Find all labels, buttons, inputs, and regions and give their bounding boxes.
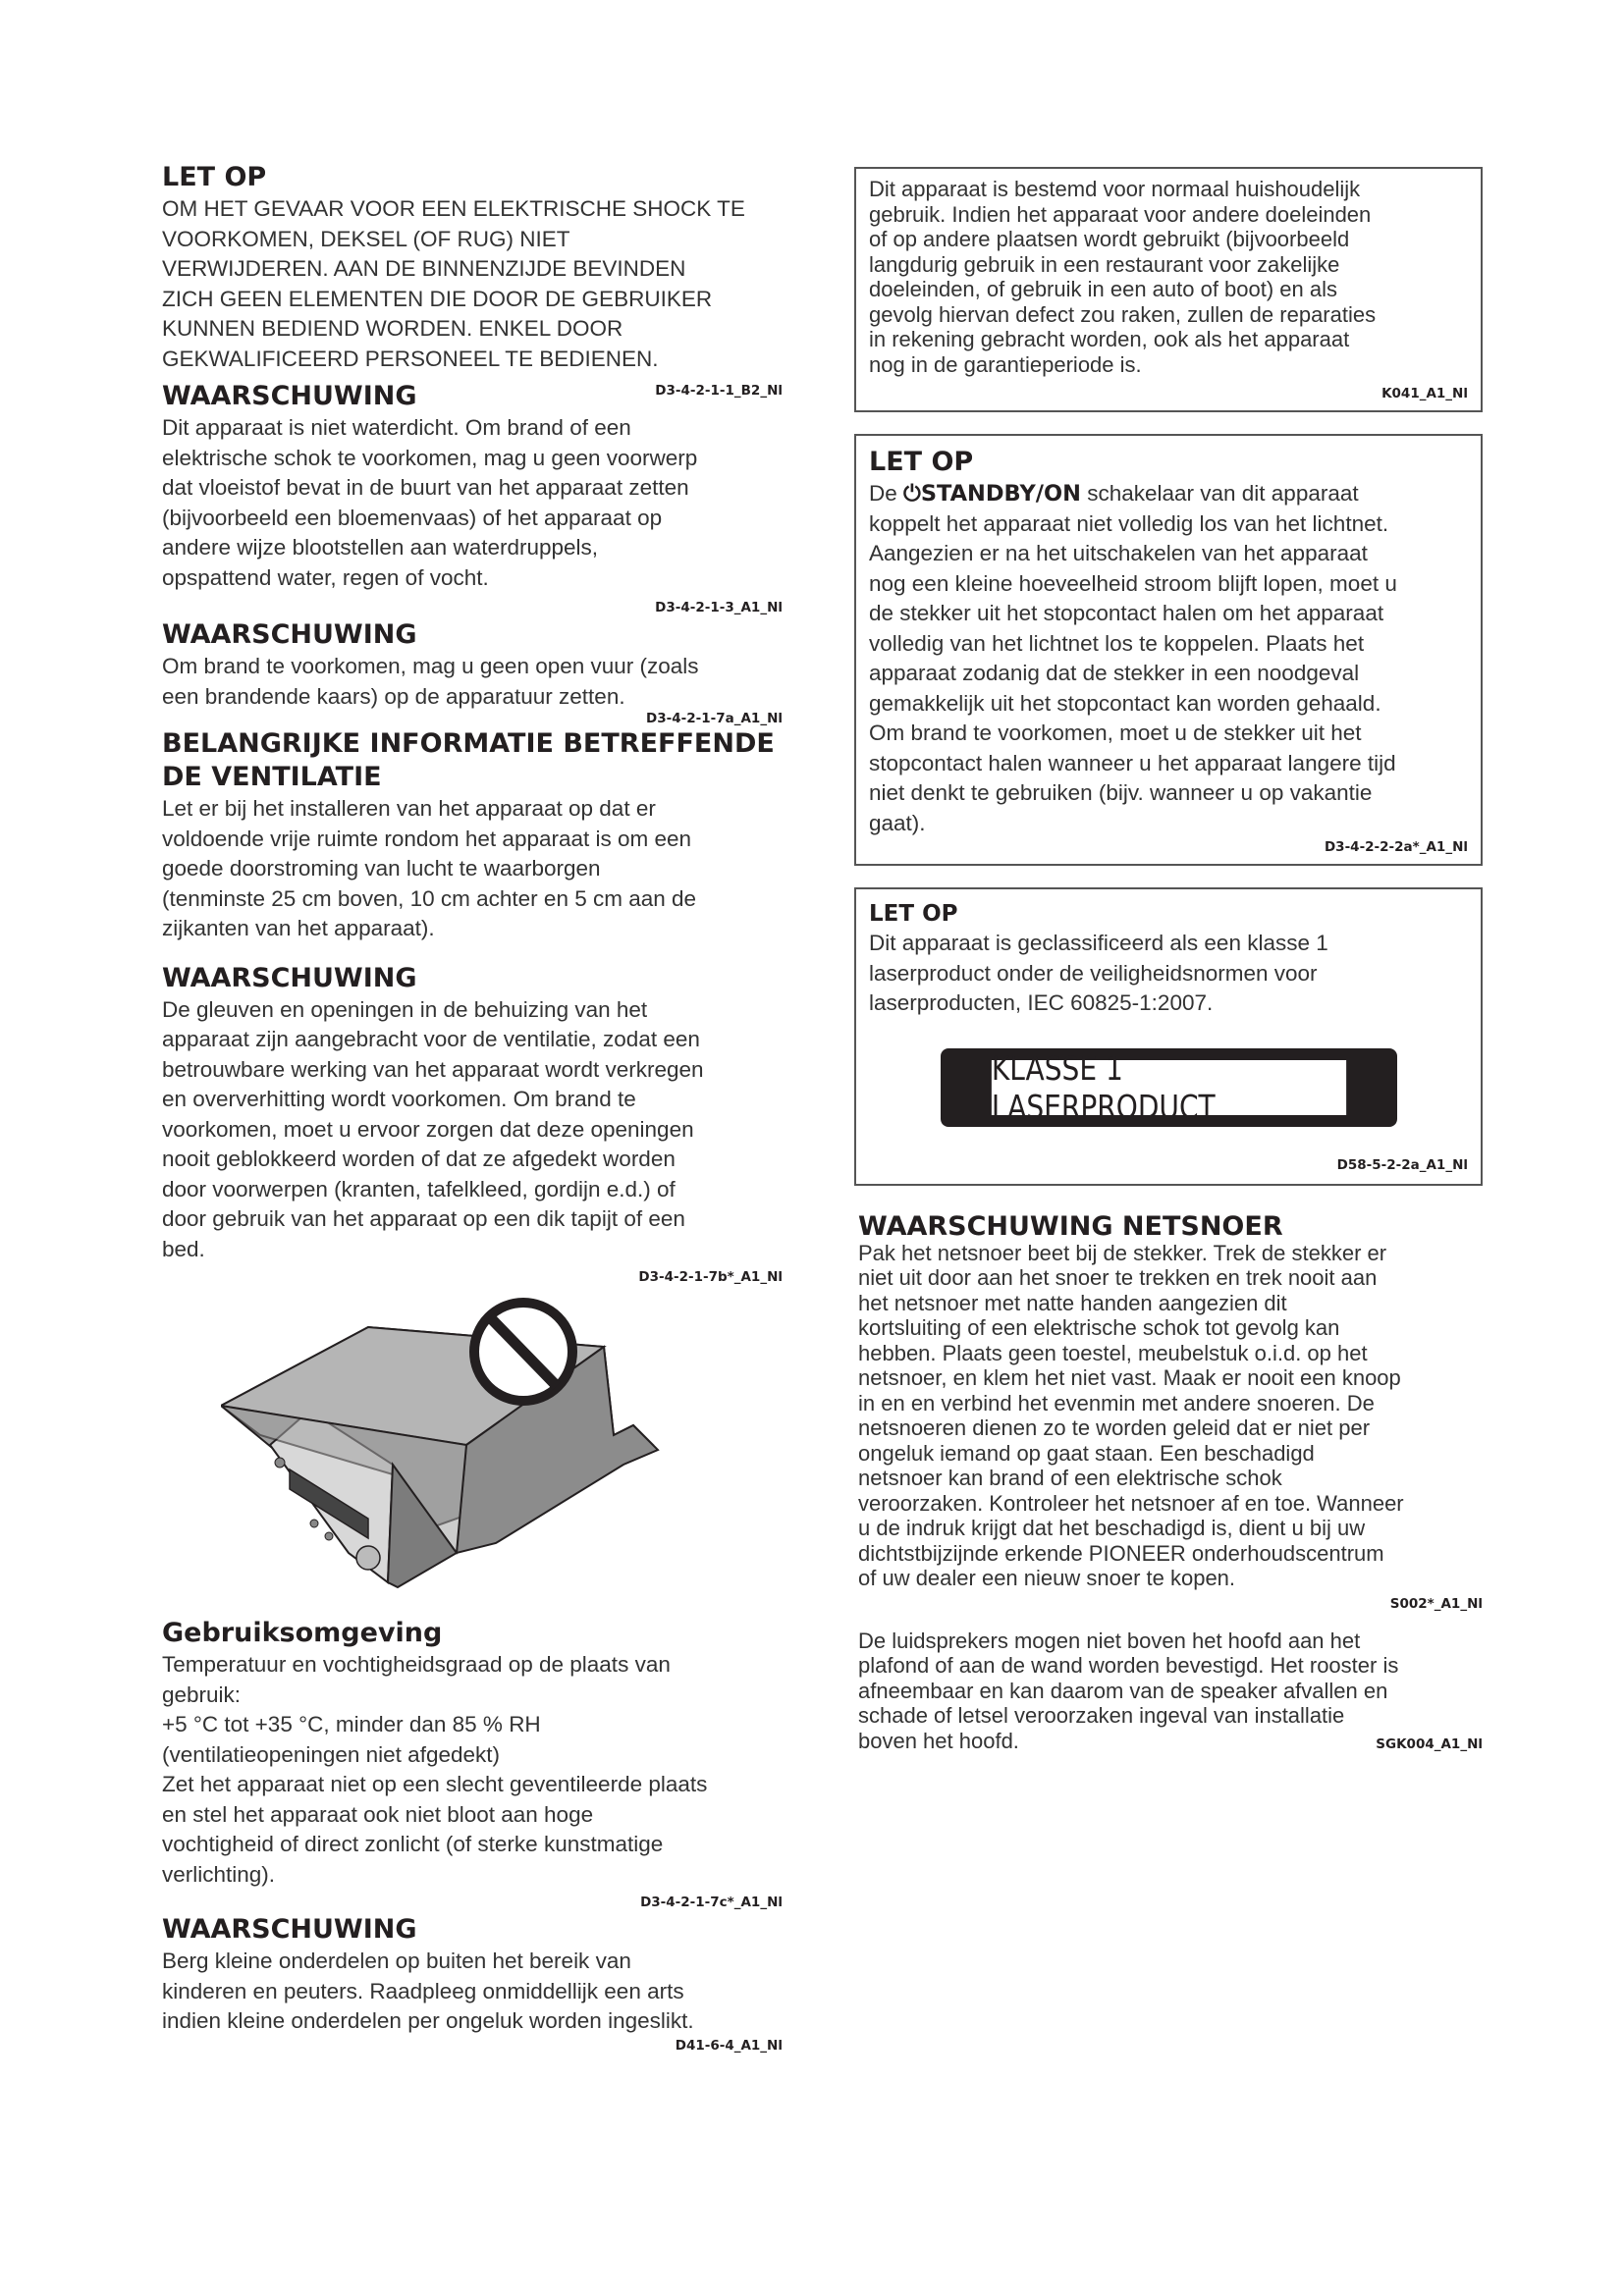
section-body-last-line: boven het hoofd. bbox=[858, 1728, 1019, 1753]
standby-on-label: ⏻STANDBY/ON bbox=[903, 481, 1081, 507]
section-body: Pak het netsnoer beet bij de stekker. Trek de stekker er niet uit door aan het snoer te trekken en trek nooit aan het netsnoer met natte handen aangezien dit kortsluiting of een elektrische schok tot gevolg kan hebben. Plaats geen toestel, meubelstuk o.i.d. op het netsnoer, en klem het niet vast. Maak er nooit een knoop in en en verbind het evenmin met andere snoeren. De netsnoeren dienen zo te worden geleid dat er niet per ongeluk iemand op gaat staan. Een beschadigd netsnoer kan brand of een elektrische schok veroorzaken. Kontroleer het netsnoer af en toe. Wanneer u de indruk krijgt dat het beschadigd is, dient u bij uw dichtstbijzijnde erkende PIONEER onderhoudscentrum of uw dealer een nieuw snoer te kopen. bbox=[858, 1240, 1404, 1590]
box-body: De ⏻STANDBY/ON schakelaar van dit apparaat koppelt het apparaat niet volledig los van het lichtnet. Aangezien er na het uitschakelen van het apparaat nog een kleine hoeveelheid stroom blijft lopen, moet u de stekker uit het stopcontact halen om het apparaat volledig van het lichtnet los te koppelen. Plaats het apparaat zodanig dat de stekker in een noodgeval gemakkelijk uit het stopcontact kan worden gehaald. Om brand te voorkomen, moet u de stekker uit het stopcontact halen wanneer u het apparaat langere tijd niet denkt te gebruiken (bijv. wanneer u op vakantie gaat). bbox=[869, 481, 1397, 835]
section-body: OM HET GEVAAR VOOR EEN ELEKTRISCHE SHOCK TE VOORKOMEN, DEKSEL (OF RUG) NIET VERWIJDEREN. AAN DE BINNENZIJDE BEVINDEN ZICH GEEN ELEMENTEN DIE DOOR DE GEBRUIKER KUNNEN BEDIEND WORDEN. ENKEL DOOR GEKWALIFICEERD PERSONEEL TE BEDIENEN. bbox=[162, 196, 745, 371]
section-body: De luidsprekers mogen niet boven het hoofd aan het plafond of aan de wand worden bevestigd. Het rooster is afneembaar en kan daarom van de speaker afvallen en schade of letsel veroorzaken ingeval van installatie bbox=[858, 1628, 1399, 1728]
right-column bbox=[854, 167, 1483, 1753]
box-body: Dit apparaat is geclassificeerd als een klasse 1 laserproduct onder de veiligheidsnormen voor laserproducten, IEC 60825-1:2007. bbox=[869, 931, 1328, 1015]
reference-code: D41-6-4_A1_Nl bbox=[675, 2037, 783, 2054]
section-title: WAARSCHUWING NETSNOER bbox=[858, 1210, 1283, 1242]
covered-device-illustration bbox=[221, 1298, 673, 1592]
section-let-op bbox=[162, 161, 783, 374]
reference-code: D3-4-2-1-7a_A1_Nl bbox=[646, 711, 783, 726]
section-gebruiksomgeving bbox=[162, 1617, 783, 1911]
section-body: De gleuven en openingen in de behuizing van het apparaat zijn aangebracht voor de ventilatie, zodat een betrouwbare werking van het apparaat wordt verkregen en oververhitting wordt voorkomen. Om brand te voorkomen, moet u ervoor zorgen dat deze openingen nooit geblokkeerd worden of dat ze afgedekt worden door voorwerpen (kranten, tafelkleed, gordijn e.d.) of door gebruik van het apparaat op een dik tapijt of een bed. bbox=[162, 996, 704, 1261]
section-title: LET OP bbox=[162, 162, 267, 192]
section-body: Berg kleine onderdelen op buiten het bereik van kinderen en peuters. Raadpleeg onmiddellijk een arts indien kleine onderdelen per ongeluk worden ingeslikt. bbox=[162, 1949, 694, 2033]
section-waarschuwing-kleine-onderdelen bbox=[162, 1913, 783, 2055]
section-title: WAARSCHUWING bbox=[162, 962, 417, 993]
section-ventilatie bbox=[162, 727, 783, 944]
reference-code: D3-4-2-1-3_A1_Nl bbox=[655, 600, 783, 615]
reference-code: S002*_A1_Nl bbox=[1389, 1595, 1483, 1612]
box-title: LET OP bbox=[869, 447, 974, 477]
section-title: Gebruiksomgeving bbox=[162, 1618, 443, 1648]
section-title: WAARSCHUWING bbox=[162, 1914, 417, 1945]
laser-class-label bbox=[941, 1048, 1397, 1127]
section-waarschuwing-water bbox=[162, 380, 783, 616]
section-title: BELANGRIJKE INFORMATIE BETREFFENDE DE VENTILATIE bbox=[162, 728, 775, 792]
section-title: WAARSCHUWING bbox=[162, 619, 417, 650]
section-waarschuwing-vuur bbox=[162, 618, 783, 727]
notice-box-standby bbox=[854, 434, 1483, 866]
reference-code: SGK004_A1_Nl bbox=[1376, 1736, 1483, 1752]
reference-code: D3-4-2-1-7c*_A1_Nl bbox=[640, 1895, 783, 1910]
reference-code: D3-4-2-1-1_B2_Nl bbox=[655, 383, 783, 399]
reference-code: K041_A1_Nl bbox=[1381, 386, 1468, 401]
section-title: WAARSCHUWING bbox=[162, 381, 417, 411]
section-body: Om brand te voorkomen, mag u geen open vuur (zoals een brandende kaars) op de apparatuur zetten. bbox=[162, 654, 699, 709]
notice-box-laser bbox=[854, 887, 1483, 1186]
section-body: Temperatuur en vochtigheidsgraad op de plaats van gebruik: +5 °C tot +35 °C, minder dan 85 % RH (ventilatieopeningen niet afgedekt) Zet het apparaat niet op een slecht geventileerde plaats en stel het apparaat ook niet bloot aan hoge vochtigheid of direct zonlicht (of sterke kunstmatige verlichting). bbox=[162, 1652, 708, 1887]
reference-code: D3-4-2-2-2a*_A1_Nl bbox=[1324, 839, 1468, 855]
section-body: Dit apparaat is niet waterdicht. Om brand of een elektrische schok te voorkomen, mag u geen voorwerp dat vloeistof bevat in de buurt van het apparaat zetten (bijvoorbeeld een bloemenvaas) of het apparaat op andere wijze blootstellen aan waterdruppels, opspattend water, regen of vocht. bbox=[162, 415, 698, 590]
left-column bbox=[162, 161, 783, 2055]
box-body: Dit apparaat is bestemd voor normaal huishoudelijk gebruik. Indien het apparaat voor andere doeleinden of op andere plaatsen wordt gebruikt (bijvoorbeeld langdurig gebruik in een restaurant voor zakelijke doeleinden, of gebruik in een auto of boot) en als gevolg hiervan defect zou raken, zullen de reparaties in rekening gebracht worden, ook als het apparaat nog in de garantieperiode is. bbox=[869, 177, 1377, 377]
laser-class-label-text: KLASSE 1 LASERPRODUCT bbox=[991, 1060, 1345, 1115]
box-title: LET OP bbox=[869, 901, 958, 927]
section-waarschuwing-openingen bbox=[162, 962, 783, 1598]
reference-code: D3-4-2-1-7b*_A1_Nl bbox=[638, 1269, 783, 1285]
section-luidsprekers bbox=[854, 1629, 1483, 1754]
section-waarschuwing-netsnoer bbox=[854, 1210, 1483, 1613]
notice-box-huishoudelijk bbox=[854, 167, 1483, 412]
section-body: Let er bij het installeren van het apparaat op dat er voldoende vrije ruimte rondom het apparaat is om een goede doorstroming van lucht te waarborgen (tenminste 25 cm boven, 10 cm achter en 5 cm aan de zijkanten van het apparaat). bbox=[162, 796, 697, 940]
reference-code: D58-5-2-2a_A1_Nl bbox=[1336, 1156, 1468, 1173]
